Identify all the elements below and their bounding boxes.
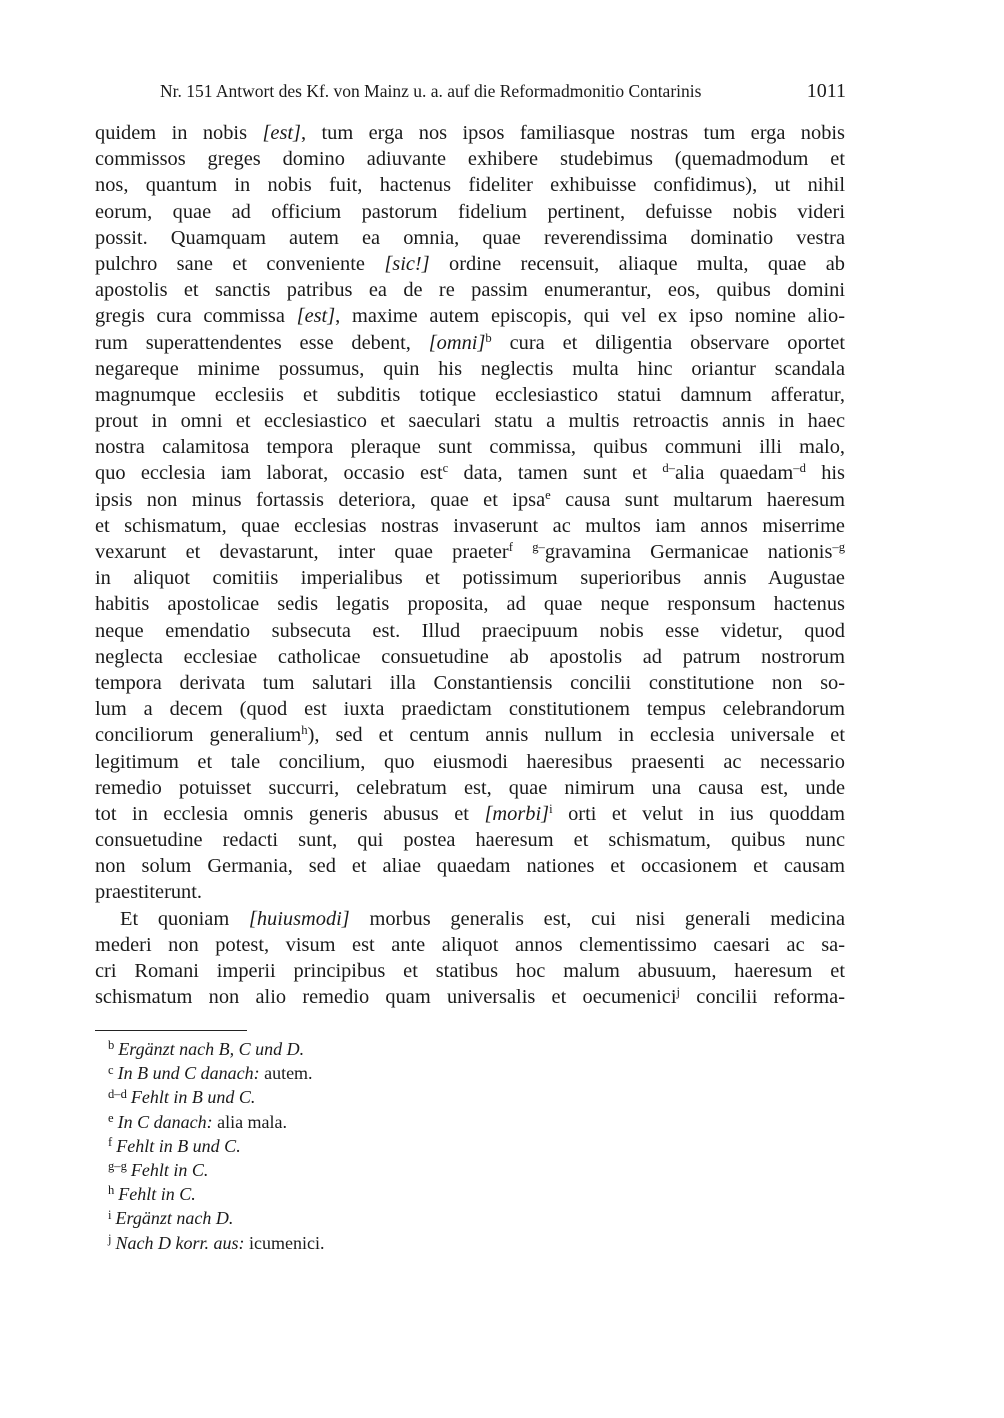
text-run: morbus generalis est, cui nisi generali medicina — [349, 907, 845, 930]
text-line — [95, 722, 845, 748]
text-run: mederi non potest, visum est ante aliquot annos clementissimo caesari ac sa- — [95, 933, 845, 956]
footnote-marker: f — [508, 540, 513, 555]
text-run: ipsis non minus fortassis deteriora, quae et ipsa — [95, 488, 546, 511]
footnote — [108, 1206, 324, 1230]
text-line — [95, 172, 845, 198]
text-run: tempora derivata tum salutari illa Constantiensis concilii constitutione non so- — [95, 671, 845, 694]
footnote-marker: j — [676, 985, 681, 1000]
text-run: icumenici. — [244, 1232, 325, 1253]
text-line — [95, 984, 845, 1010]
footnote — [108, 1182, 324, 1206]
text-line — [95, 251, 845, 277]
text-run: nostra calamitosa tempora pleraque sunt commissa, quibus communi illi malo, — [95, 436, 845, 459]
text-line — [95, 434, 845, 460]
footnote-marker: i — [108, 1207, 112, 1222]
footnote-marker: d–d — [108, 1086, 127, 1101]
editorial-insertion: In C danach: — [117, 1111, 213, 1132]
text-run: ordine recensuit, aliaque multa, quae ab — [429, 252, 845, 275]
editorial-insertion: [est] — [296, 305, 336, 328]
footnote-marker: c — [442, 461, 449, 476]
editorial-insertion: Nach D korr. aus: — [115, 1232, 245, 1253]
text-run: in aliquot comitiis imperialibus et potissimum superioribus annis Augustae — [95, 567, 845, 590]
text-line — [95, 225, 845, 251]
text-run: nos, quantum in nobis fuit, hactenus fideliter exhibuisse confidimus), ut nihil — [95, 174, 845, 197]
text-line — [95, 120, 845, 146]
editorial-insertion: [morbi] — [484, 802, 550, 825]
text-run: concilii reforma- — [680, 986, 845, 1009]
footnote-marker: g–g — [108, 1159, 127, 1174]
text-run: pulchro sane et conveniente — [95, 252, 385, 275]
text-run: , maxime autem episcopis, qui vel ex ipso nomine alio- — [335, 305, 845, 328]
main-text — [95, 120, 845, 1010]
text-line — [95, 644, 845, 670]
page-number: 1011 — [806, 80, 846, 102]
text-line — [95, 696, 845, 722]
running-title: Nr. 151 Antwort des Kf. von Mainz u. a. auf die Reformadmonitio Contarinis — [160, 81, 702, 101]
text-line — [95, 539, 845, 565]
text-run: tot in ecclesia omnis generis abusus et — [95, 802, 485, 825]
footnote-divider — [95, 1030, 247, 1031]
text-line — [95, 277, 845, 303]
editorial-insertion: Ergänzt nach D. — [115, 1208, 234, 1229]
text-run: possit. Quamquam autem ea omnia, quae reverendissima dominatio vestra — [95, 226, 845, 249]
text-run: vexarunt et devastarunt, inter quae praeter — [95, 541, 509, 563]
footnote-marker: e — [545, 487, 551, 502]
text-line — [95, 199, 845, 225]
footnote — [108, 1037, 324, 1061]
editorial-insertion: [huiusmodi] — [248, 907, 350, 930]
footnote-marker: f — [108, 1135, 113, 1150]
text-run: cura et diligentia observare oportet — [491, 331, 845, 354]
footnote — [108, 1061, 324, 1085]
editorial-insertion: [est] — [262, 122, 301, 144]
text-run: eorum, quae ad officium pastorum fidelium pertinent, defuisse nobis videri — [95, 200, 845, 223]
text-line — [95, 906, 845, 932]
text-run: legitimum et tale concilium, quo eiusmodi haeresibus praesenti ac necessario — [95, 750, 845, 773]
text-run: non solum Germania, sed et aliae quaedam nationes et occasionem et causam — [95, 855, 845, 878]
text-run: neque emendatio subsecuta est. Illud praecipuum nobis esse videtur, quod — [95, 619, 845, 642]
text-line — [95, 408, 845, 434]
text-run: magnumque ecclesiis et subditis totique ecclesiastico statui damnum afferatur, — [95, 383, 845, 406]
text-run: rum superattendentes esse debent, — [95, 331, 429, 354]
text-line — [95, 827, 845, 853]
editorial-insertion: Fehlt in C. — [118, 1184, 196, 1205]
text-line — [95, 460, 845, 486]
text-run: consuetudine redacti sunt, qui postea haeresum et schismatum, quibus nunc — [95, 829, 845, 852]
footnote — [108, 1085, 324, 1109]
text-run: schismatum non alio remedio quam universalis et oecumenici — [95, 986, 677, 1009]
text-line — [95, 775, 845, 801]
footnote-marker: b — [108, 1038, 115, 1053]
footnote-marker: j — [108, 1231, 112, 1246]
footnote-marker: c — [108, 1062, 114, 1077]
footnote-marker: d– — [662, 461, 675, 476]
text-run: cri Romani imperii principibus et statibus hoc malum abusuum, haeresum et — [95, 960, 845, 982]
text-run: his — [805, 462, 845, 485]
text-run: gregis cura commissa — [95, 305, 297, 328]
footnotes — [108, 1037, 324, 1255]
text-line — [95, 487, 845, 513]
text-run: prout in omni et ecclesiastico et saeculari statu a multis retroactis annis in haec — [95, 410, 845, 433]
footnote — [108, 1110, 324, 1134]
text-line — [95, 513, 845, 539]
text-run: praestiterunt. — [95, 881, 203, 904]
text-line — [95, 932, 845, 958]
text-run: commissos greges domino adiuvante exhibere studebimus (quemadmodum et — [95, 148, 845, 171]
footnote-marker: b — [485, 330, 492, 345]
text-line — [95, 146, 845, 172]
footnote-marker: –g — [832, 540, 845, 555]
text-run: remedio potuisset succurri, celebratum est, quae nimirum una causa est, unde — [95, 776, 845, 799]
text-run: quidem in nobis — [95, 122, 263, 144]
text-line — [95, 618, 845, 644]
text-run: negareque minime possumus, quin his neglectis multa hinc oriantur scandala — [95, 357, 845, 380]
text-line — [95, 565, 845, 591]
footnote-marker: h — [108, 1183, 115, 1198]
footnote-marker: i — [549, 801, 553, 816]
text-line — [95, 801, 845, 827]
text-run: et schismatum, quae ecclesias nostras invaserunt ac multos iam annos miserrime — [95, 514, 845, 537]
text-run: alia quaedam — [674, 462, 794, 485]
footnote — [108, 1134, 324, 1158]
text-run: , tum erga nos ipsos familiasque nostras tum erga nobis — [300, 122, 845, 144]
text-line — [95, 356, 845, 382]
text-run: lum a decem (quod est iuxta praedictam constitutionem tempus celebrandorum — [95, 698, 845, 721]
footnote-marker: h — [301, 723, 308, 738]
editorial-insertion: [omni] — [428, 331, 486, 354]
text-line — [95, 670, 845, 696]
editorial-insertion: Fehlt in C. — [130, 1159, 209, 1180]
text-run — [513, 541, 532, 563]
text-run: habitis apostolicae sedis legatis proposita, ad quae neque responsum hactenus — [95, 593, 845, 616]
text-run: autem. — [259, 1063, 313, 1084]
text-line — [95, 382, 845, 408]
editorial-insertion: In B und C danach: — [117, 1063, 260, 1084]
editorial-insertion: Fehlt in B und C. — [116, 1135, 241, 1156]
text-run: alia mala. — [212, 1111, 288, 1132]
editorial-insertion: [sic!] — [384, 252, 430, 275]
text-run: data, tamen sunt et — [448, 462, 663, 485]
text-run: Et quoniam — [120, 907, 249, 930]
text-line — [95, 330, 845, 356]
footnote-marker: g– — [532, 540, 545, 555]
text-run: ), sed et centum annis nullum in ecclesia universale et — [307, 724, 845, 747]
editorial-insertion: Ergänzt nach B, C und D. — [118, 1039, 305, 1059]
text-line — [95, 853, 845, 879]
footnote — [108, 1231, 324, 1255]
text-run: gravamina Germanicae nationis — [544, 541, 833, 563]
text-run: neglecta ecclesiae catholicae consuetudine ab apostolis ad patrum nostrorum — [95, 645, 845, 668]
footnote — [108, 1158, 324, 1182]
text-run: conciliorum generalium — [95, 724, 302, 747]
text-line — [95, 749, 845, 775]
text-line — [95, 303, 845, 329]
text-line — [95, 879, 845, 905]
footnote-marker: e — [108, 1110, 114, 1125]
text-run: quo ecclesia iam laborat, occasio est — [95, 462, 443, 485]
text-run: apostolis et sanctis patribus ea de re passim enumerantur, eos, quibus domini — [95, 279, 845, 302]
text-run: orti et velut in ius quoddam — [552, 802, 845, 825]
text-line — [95, 958, 845, 984]
editorial-insertion: Fehlt in B und C. — [130, 1087, 256, 1108]
running-header — [160, 80, 846, 103]
footnote-marker: –d — [793, 461, 806, 476]
text-line — [95, 591, 845, 617]
text-run: causa sunt multarum haeresum — [550, 488, 845, 511]
